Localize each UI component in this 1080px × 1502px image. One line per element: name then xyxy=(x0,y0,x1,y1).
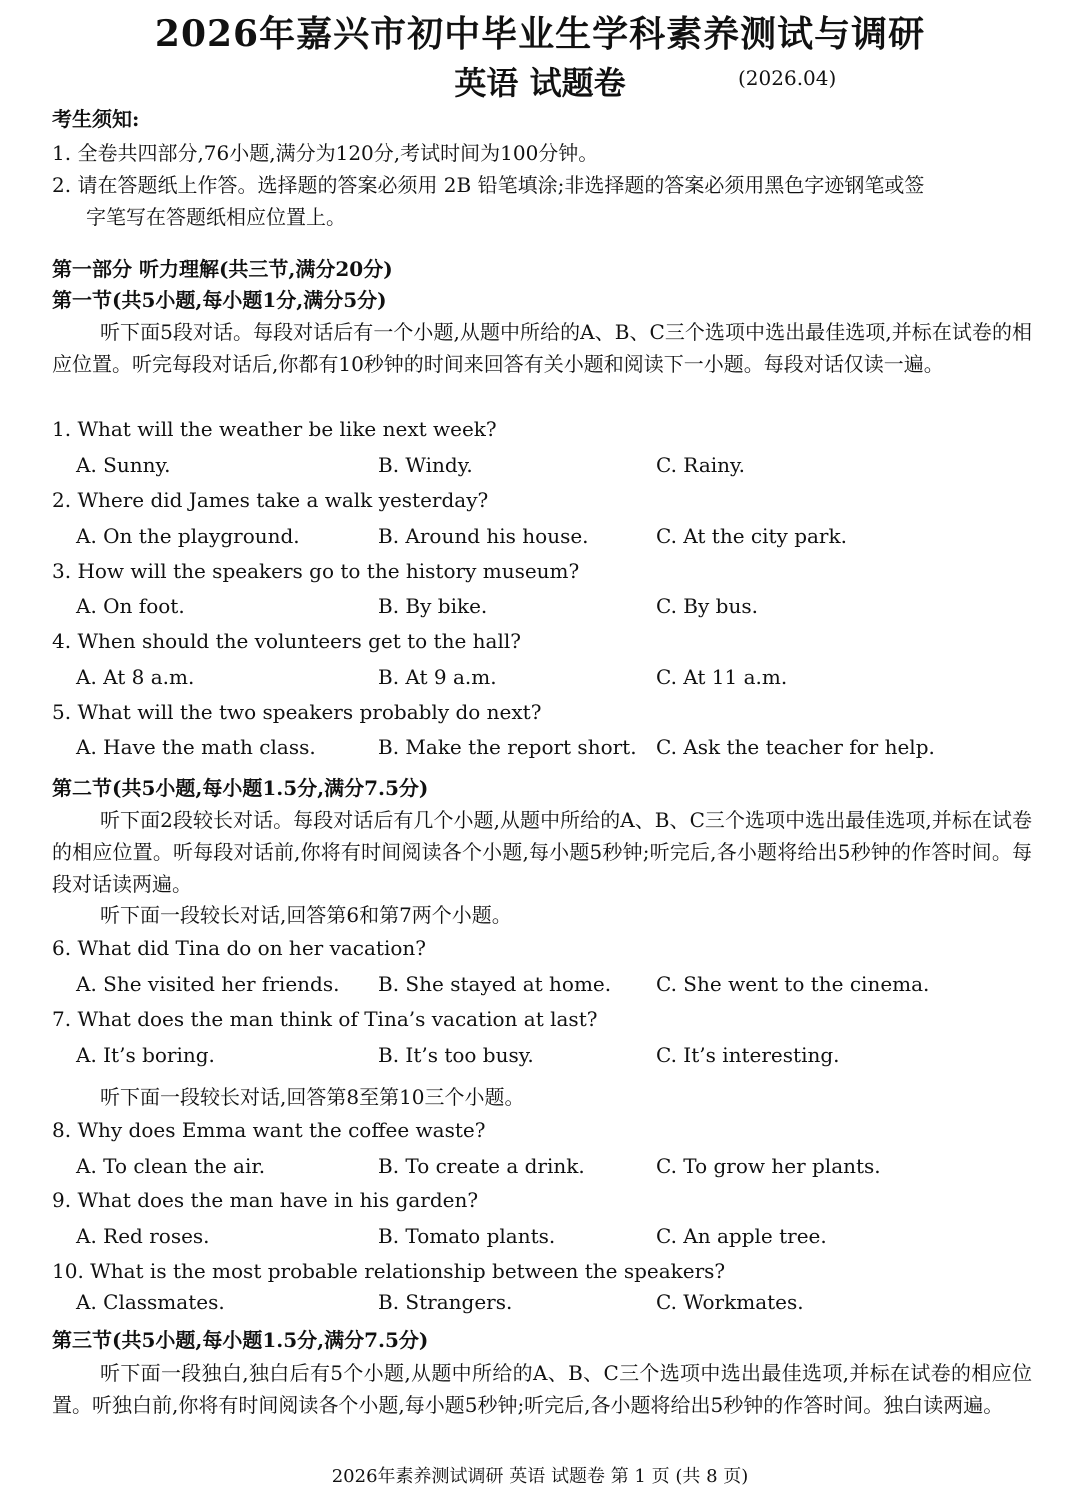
q8-option-b: B. To create a drink. xyxy=(378,1154,585,1178)
q4-option-c: C. At 11 a.m. xyxy=(656,665,788,689)
q9-option-b: B. Tomato plants. xyxy=(378,1224,556,1248)
q5-option-a: A. Have the math class. xyxy=(76,735,316,759)
q7-option-c: C. It’s interesting. xyxy=(656,1043,840,1067)
q10-option-b: B. Strangers. xyxy=(378,1290,513,1314)
q4-option-b: B. At 9 a.m. xyxy=(378,665,497,689)
notice-item-2: 2. 请在答题纸上作答。选择题的答案必须用 2B 铅笔填涂;非选择题的答案必须用黑色字迹钢笔或签 xyxy=(52,173,925,197)
question-6: 6. What did Tina do on her vacation? xyxy=(52,936,426,960)
q6-option-a: A. She visited her friends. xyxy=(76,972,340,996)
question-7: 7. What does the man think of Tina’s vacation at last? xyxy=(52,1007,598,1031)
q3-option-b: B. By bike. xyxy=(378,594,488,618)
subject-title: 英语 试题卷 xyxy=(454,64,626,102)
exam-title: 2026年嘉兴市初中毕业生学科素养测试与调研 xyxy=(154,13,926,55)
notice-item-1: 1. 全卷共四部分,76小题,满分为120分,考试时间为100分钟。 xyxy=(52,141,599,165)
section2-instructions: 听下面2段较长对话。每段对话后有几个小题,从题中所给的A、B、C三个选项中选出最佳选项,并标在试卷的相应位置。听每段对话前,你将有时间阅读各个小题,每小题5秒钟;听完后,各小题将给出5秒钟的作答时间。每段对话读两遍。 xyxy=(52,808,1032,896)
q1-option-b: B. Windy. xyxy=(378,453,473,477)
q7-option-b: B. It’s too busy. xyxy=(378,1043,534,1067)
section1-instructions: 听下面5段对话。每段对话后有一个小题,从题中所给的A、B、C三个选项中选出最佳选项,并标在试卷的相应位置。听完每段对话后,你都有10秒钟的时间来回答有关小题和阅读下一小题。每段对话仅读一遍。 xyxy=(52,320,1032,376)
question-5: 5. What will the two speakers probably do next? xyxy=(52,700,542,724)
part1-heading: 第一部分 听力理解(共三节,满分20分) xyxy=(52,257,393,281)
q2-option-a: A. On the playground. xyxy=(76,524,300,548)
question-10: 10. What is the most probable relationship between the speakers? xyxy=(52,1259,726,1283)
q8-option-c: C. To grow her plants. xyxy=(656,1154,881,1178)
page-footer: 2026年素养测试调研 英语 试题卷 第 1 页 (共 8 页) xyxy=(331,1466,749,1487)
section3-instructions: 听下面一段独白,独白后有5个小题,从题中所给的A、B、C三个选项中选出最佳选项,并标在试卷的相应位置。听独白前,你将有时间阅读各个小题,每小题5秒钟;听完后,各小题将给出5秒钟的作答时间。独白读两遍。 xyxy=(52,1361,1032,1417)
q10-option-c: C. Workmates. xyxy=(656,1290,804,1314)
subject-title-row xyxy=(0,58,1080,104)
q3-option-a: A. On foot. xyxy=(76,594,185,618)
question-8: 8. Why does Emma want the coffee waste? xyxy=(52,1118,486,1142)
notice-heading: 考生须知: xyxy=(52,107,140,131)
q6-option-b: B. She stayed at home. xyxy=(378,972,612,996)
question-1: 1. What will the weather be like next week? xyxy=(52,417,497,441)
question-2: 2. Where did James take a walk yesterday? xyxy=(52,488,489,512)
q2-option-c: C. At the city park. xyxy=(656,524,847,548)
q2-option-b: B. Around his house. xyxy=(378,524,589,548)
q9-option-a: A. Red roses. xyxy=(76,1224,210,1248)
q8-option-a: A. To clean the air. xyxy=(76,1154,266,1178)
notice-item-2-cont: 字笔写在答题纸相应位置上。 xyxy=(86,205,346,229)
section2-heading: 第二节(共5小题,每小题1.5分,满分7.5分) xyxy=(52,776,429,800)
question-4: 4. When should the volunteers get to the hall? xyxy=(52,629,521,653)
question-3: 3. How will the speakers go to the history museum? xyxy=(52,559,580,583)
question-9: 9. What does the man have in his garden? xyxy=(52,1188,479,1212)
q6-option-c: C. She went to the cinema. xyxy=(656,972,930,996)
section1-heading: 第一节(共5小题,每小题1分,满分5分) xyxy=(52,288,387,312)
q5-option-c: C. Ask the teacher for help. xyxy=(656,735,935,759)
q1-option-c: C. Rainy. xyxy=(656,453,746,477)
q7-option-a: A. It’s boring. xyxy=(76,1043,215,1067)
q10-option-a: A. Classmates. xyxy=(76,1290,225,1314)
exam-date: (2026.04) xyxy=(738,66,837,90)
section2-dialog1-note: 听下面一段较长对话,回答第6和第7两个小题。 xyxy=(100,903,512,927)
section3-heading: 第三节(共5小题,每小题1.5分,满分7.5分) xyxy=(52,1328,429,1352)
q5-option-b: B. Make the report short. xyxy=(378,735,637,759)
q1-option-a: A. Sunny. xyxy=(76,453,171,477)
q9-option-c: C. An apple tree. xyxy=(656,1224,827,1248)
section2-dialog2-note: 听下面一段较长对话,回答第8至第10三个小题。 xyxy=(100,1085,525,1109)
q4-option-a: A. At 8 a.m. xyxy=(76,665,195,689)
q3-option-c: C. By bus. xyxy=(656,594,758,618)
